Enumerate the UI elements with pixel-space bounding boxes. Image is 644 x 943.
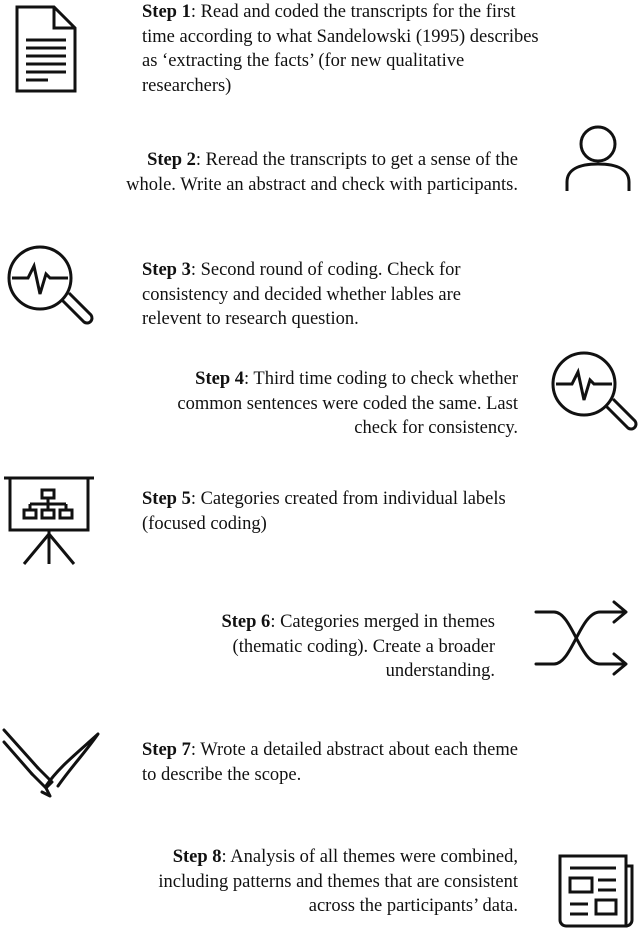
- step-1-text: : Read and coded the transcripts for the first time according to what Sandelowski (1995) describes as ‘extracting the facts’ (for new qualitative researchers): [142, 2, 539, 96]
- step-3-text: : Second round of coding. Check for consistency and decided whether lables are relevent to research question.: [142, 260, 461, 329]
- step-5: [142, 487, 522, 536]
- step-8-text: : Analysis of all themes were combined, including patterns and themes that are consistent across the participants’ data.: [158, 847, 518, 916]
- step-4-text: : Third time coding to check whether common sentences were coded the same. Last check for consistency.: [177, 369, 518, 438]
- step-3-label: Step 3: [142, 260, 191, 280]
- step-1-label: Step 1: [142, 2, 191, 22]
- shuffle-arrows-icon: [534, 598, 634, 678]
- step-1: [142, 0, 542, 98]
- step-4: [150, 367, 518, 441]
- step-2-label: Step 2: [147, 150, 196, 170]
- step-5-label: Step 5: [142, 489, 191, 509]
- magnifier-pulse-icon: [548, 350, 642, 440]
- person-icon: [564, 124, 632, 194]
- step-4-label: Step 4: [195, 369, 244, 389]
- step-5-text: : Categories created from individual labels (focused coding): [142, 489, 506, 534]
- newspaper-icon: [554, 850, 636, 930]
- presentation-board-icon: [2, 474, 96, 566]
- step-6: [150, 610, 495, 684]
- magnifier-pulse-icon: [4, 244, 98, 334]
- step-8-label: Step 8: [172, 847, 222, 867]
- document-icon: [14, 4, 78, 94]
- step-7-text: : Wrote a detailed abstract about each theme to describe the scope.: [142, 740, 518, 785]
- step-7-label: Step 7: [142, 740, 191, 760]
- pen-signature-icon: [2, 720, 102, 800]
- step-2-text: : Reread the transcripts to get a sense of the whole. Write an abstract and check with participants.: [126, 150, 518, 195]
- step-2: [120, 148, 518, 197]
- step-6-text: : Categories merged in themes (thematic coding). Create a broader understanding.: [232, 612, 495, 681]
- step-8: [150, 845, 518, 919]
- step-7: [142, 738, 522, 787]
- step-3: [142, 258, 522, 332]
- step-6-label: Step 6: [221, 612, 271, 632]
